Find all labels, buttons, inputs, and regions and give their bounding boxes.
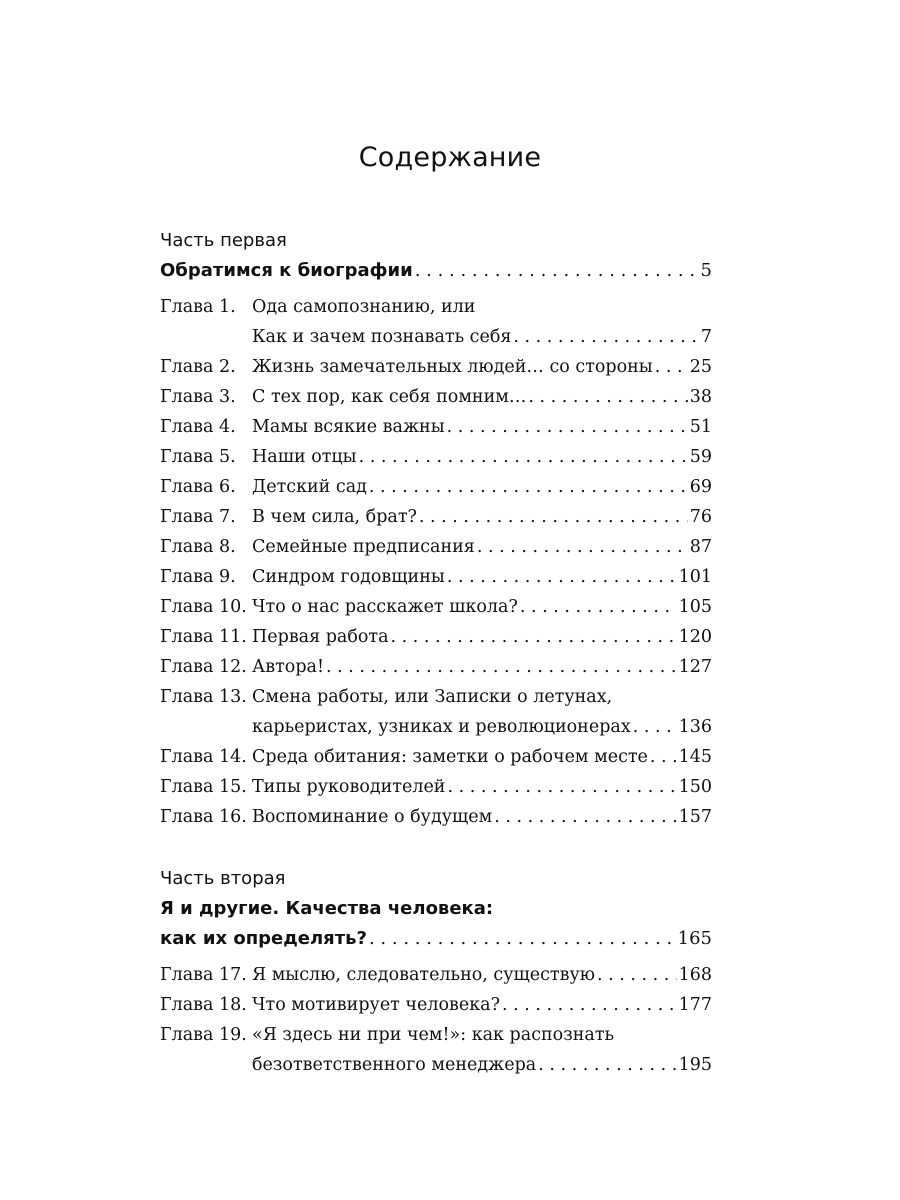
- chapter-number: Глава 1.: [160, 297, 236, 317]
- chapter-title: Воспоминание о будущем: [252, 807, 493, 827]
- chapter-title: С тех пор, как себя помним…: [252, 387, 527, 407]
- dot-leader: [369, 472, 688, 502]
- chapter-number: Глава 10.: [160, 597, 247, 617]
- chapter-title: Что о нас расскажет школа?: [252, 597, 518, 617]
- part-spacer: [160, 832, 712, 864]
- chapter-number: Глава 6.: [160, 477, 236, 497]
- page-number: 59: [689, 447, 712, 467]
- toc-entry[interactable]: [160, 960, 712, 990]
- chapter-title: Синдром годовщины: [252, 567, 445, 587]
- dot-leader: [447, 412, 688, 442]
- chapter-number: Глава 8.: [160, 537, 236, 557]
- chapter-title: Автора!: [252, 657, 324, 677]
- dot-leader: [391, 622, 677, 652]
- dot-leader: [502, 990, 677, 1020]
- page-title: Содержание: [358, 142, 542, 173]
- toc-entry[interactable]: [160, 712, 712, 742]
- page-number: 168: [678, 965, 712, 985]
- chapter-title: Как и зачем познавать себя: [252, 327, 512, 347]
- dot-leader: [597, 960, 677, 990]
- toc-entry[interactable]: [160, 502, 712, 532]
- chapter-number: Глава 16.: [160, 807, 247, 827]
- chapter-title: Что мотивирует человека?: [252, 995, 500, 1015]
- chapter-title: Типы руководителей: [252, 777, 446, 797]
- chapter-number: Глава 18.: [160, 995, 247, 1015]
- table-of-contents: [160, 226, 712, 1080]
- chapter-number: Глава 5.: [160, 447, 236, 467]
- toc-entry[interactable]: [160, 292, 712, 322]
- dot-leader: [359, 442, 688, 472]
- toc-entry[interactable]: [160, 1020, 712, 1050]
- dot-leader: [447, 562, 677, 592]
- page-number: 177: [678, 995, 712, 1015]
- chapter-number: Глава 11.: [160, 627, 247, 647]
- dot-leader: [655, 352, 688, 382]
- dot-leader: [477, 532, 688, 562]
- part-heading-line[interactable]: [160, 256, 712, 286]
- chapter-title: карьеристах, узниках и революционерах: [252, 717, 631, 737]
- chapter-title: Жизнь замечательных людей… со стороны: [252, 357, 653, 377]
- page-number: 7: [700, 327, 712, 347]
- toc-entry[interactable]: [160, 382, 712, 412]
- page-number: 150: [678, 777, 712, 797]
- page-number: 165: [677, 928, 712, 949]
- toc-entry[interactable]: [160, 562, 712, 592]
- chapter-number: Глава 7.: [160, 507, 236, 527]
- toc-entry[interactable]: [160, 990, 712, 1020]
- chapter-number: Глава 13.: [160, 687, 247, 707]
- page-number: 105: [678, 597, 712, 617]
- chapter-number: Глава 2.: [160, 357, 236, 377]
- page-number: 38: [689, 387, 712, 407]
- page-number: 51: [689, 417, 712, 437]
- toc-entry[interactable]: [160, 532, 712, 562]
- part-label: Часть первая: [160, 230, 287, 251]
- page-number: 145: [678, 747, 712, 767]
- dot-leader: [520, 592, 677, 622]
- dot-leader: [494, 802, 676, 832]
- toc-entry[interactable]: [160, 412, 712, 442]
- page-number: 120: [678, 627, 712, 647]
- page-number: 195: [678, 1055, 712, 1075]
- part-heading-line[interactable]: [160, 894, 712, 924]
- toc-entry[interactable]: [160, 622, 712, 652]
- chapter-title: безответственного менеджера: [252, 1055, 537, 1075]
- toc-entry[interactable]: [160, 682, 712, 712]
- part-heading-line[interactable]: [160, 924, 712, 954]
- toc-entry[interactable]: [160, 472, 712, 502]
- dot-leader: [419, 502, 688, 532]
- part-heading-text: как их определять?: [160, 928, 367, 949]
- chapter-number: Глава 9.: [160, 567, 236, 587]
- toc-entry[interactable]: [160, 772, 712, 802]
- dot-leader: [447, 772, 676, 802]
- toc-entry[interactable]: [160, 1050, 712, 1080]
- part-heading-text: Я и другие. Качества человека:: [160, 898, 494, 919]
- chapter-number: Глава 14.: [160, 747, 247, 767]
- page-number: 87: [689, 537, 712, 557]
- page-number: 5: [700, 260, 712, 281]
- toc-entry[interactable]: [160, 322, 712, 352]
- chapter-title: Семейные предписания: [252, 537, 475, 557]
- dot-leader: [513, 322, 698, 352]
- page-number: 76: [689, 507, 712, 527]
- chapter-title: Первая работа: [252, 627, 389, 647]
- chapter-title: Мамы всякие важны: [252, 417, 445, 437]
- part-label: Часть вторая: [160, 868, 286, 889]
- page-number: 101: [678, 567, 712, 587]
- chapter-number: Глава 3.: [160, 387, 236, 407]
- page-number: 136: [678, 717, 712, 737]
- chapter-title: Я мыслю, следовательно, существую: [252, 965, 595, 985]
- chapter-title: Среда обитания: заметки о рабочем месте: [252, 747, 648, 767]
- dot-leader: [650, 742, 677, 772]
- toc-entry[interactable]: [160, 742, 712, 772]
- chapter-number: Глава 15.: [160, 777, 247, 797]
- page-number: 157: [678, 807, 712, 827]
- page-number: 25: [689, 357, 712, 377]
- toc-entry[interactable]: [160, 802, 712, 832]
- chapter-title: Наши отцы: [252, 447, 357, 467]
- chapter-title: Смена работы, или Записки о летунах,: [252, 687, 613, 707]
- part-heading-text: Обратимся к биографии: [160, 260, 413, 281]
- toc-entry[interactable]: [160, 442, 712, 472]
- chapter-title: Ода самопознанию, или: [252, 297, 476, 317]
- chapter-title: «Я здесь ни при чем!»: как распознать: [252, 1025, 615, 1045]
- chapter-title: Детский сад: [252, 477, 367, 497]
- page-number: 127: [678, 657, 712, 677]
- toc-entry[interactable]: [160, 652, 712, 682]
- chapter-number: Глава 17.: [160, 965, 247, 985]
- toc-entry[interactable]: [160, 352, 712, 382]
- chapter-title: В чем сила, брат?: [252, 507, 417, 527]
- dot-leader: [633, 712, 677, 742]
- dot-leader: [538, 1050, 676, 1080]
- dot-leader: [326, 652, 677, 682]
- dot-leader: [415, 256, 699, 286]
- toc-entry[interactable]: [160, 592, 712, 622]
- page-number: 69: [689, 477, 712, 497]
- chapter-number: Глава 4.: [160, 417, 236, 437]
- chapter-number: Глава 19.: [160, 1025, 247, 1045]
- dot-leader: [369, 924, 676, 954]
- chapter-number: Глава 12.: [160, 657, 247, 677]
- dot-leader: [528, 382, 687, 412]
